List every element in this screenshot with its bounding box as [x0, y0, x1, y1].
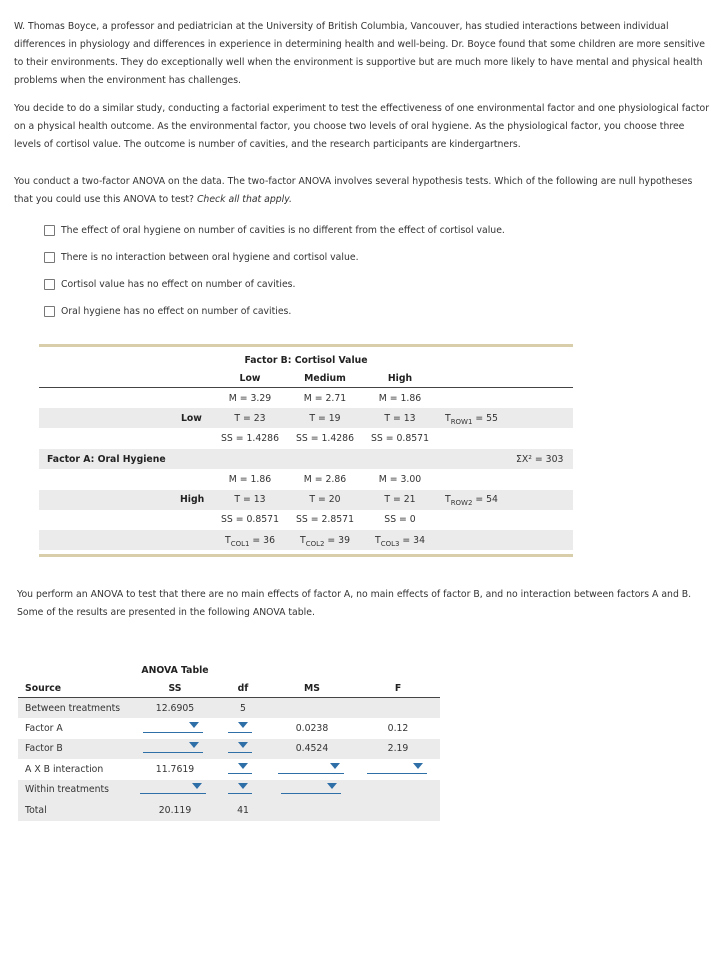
cell-ss: SS = 0.8571	[370, 433, 430, 444]
cell-m: M = 3.29	[228, 393, 272, 404]
anova-intro: You perform an ANOVA to test that there are no main effects of factor A, no main effects of factor B, and no interaction between factors A and B. Some of the results are presented in the following ANOVA table.	[17, 589, 692, 618]
row1-total	[445, 413, 498, 426]
cell-t: T = 19	[309, 413, 341, 424]
dropdown-arrow-icon	[413, 763, 423, 769]
row2-total-label: T	[445, 494, 451, 505]
col2-total-label: T	[300, 535, 306, 546]
checkbox[interactable]	[44, 306, 55, 317]
interaction-ms-dropdown[interactable]	[278, 763, 344, 774]
factor-b-df-dropdown[interactable]	[228, 742, 252, 753]
cell-t: T = 13	[234, 494, 266, 505]
row-ss: 12.6905	[155, 703, 195, 714]
cell-m: M = 1.86	[378, 393, 422, 404]
row-ss: 20.119	[158, 805, 192, 816]
table-bottom-rule	[39, 554, 573, 557]
row1-total-value: = 55	[472, 413, 498, 424]
row-ss: 11.7619	[155, 764, 195, 775]
dropdown-arrow-icon	[238, 763, 248, 769]
option-no-hygiene-effect[interactable]	[44, 306, 291, 317]
row-source: Factor A	[25, 723, 63, 734]
question-instruction: Check all that apply.	[196, 194, 292, 205]
dropdown-arrow-icon	[327, 783, 337, 789]
row1-total-sub: ROW1	[450, 417, 473, 426]
header-source: Source	[25, 683, 62, 694]
checkbox[interactable]	[44, 225, 55, 236]
row-df: 41	[237, 805, 249, 816]
row-f: 0.12	[387, 723, 409, 734]
cell-t: T = 13	[384, 413, 416, 424]
col1-total-label: T	[225, 535, 231, 546]
factor-a-df-dropdown[interactable]	[228, 722, 252, 733]
cell-ss: SS = 0	[384, 514, 416, 525]
option-no-interaction[interactable]	[44, 252, 359, 263]
checkbox[interactable]	[44, 279, 55, 290]
row-label-low: Low	[181, 413, 202, 424]
header-df: df	[237, 683, 249, 694]
interaction-f-dropdown[interactable]	[367, 763, 427, 774]
row-source: Between treatments	[25, 703, 121, 714]
intro-paragraph-1: W. Thomas Boyce, a professor and pediatrician at the University of British Columbia, Vancouver, has studied interactions between individual differences in physiology and differences in experience in determining health and well-being. Dr. Boyce found that some children are more sensitive to their environments. They do exceptionally well when the environment is supportive but are much more likely to have mental and physical health problems when the environment has challenges.	[14, 21, 705, 86]
cell-m: M = 1.86	[228, 474, 272, 485]
question-text: You conduct a two-factor ANOVA on the data. The two-factor ANOVA involves several hypothesis tests. Which of the following are null hypotheses that you could use this ANOVA to test?	[14, 176, 693, 205]
cell-ss: SS = 0.8571	[220, 514, 280, 525]
cell-m: M = 2.71	[303, 393, 347, 404]
row-source: Factor B	[25, 743, 63, 754]
dropdown-arrow-icon	[189, 722, 199, 728]
col1-total-value: = 36	[249, 535, 275, 546]
option-label: Oral hygiene has no effect on number of cavities.	[61, 306, 292, 317]
row-source: A X B interaction	[25, 764, 104, 775]
col-header-low: Low	[239, 373, 261, 384]
option-label: The effect of oral hygiene on number of cavities is no different from the effect of cortisol value.	[61, 225, 505, 236]
row-source: Total	[25, 805, 47, 816]
cell-ss: SS = 2.8571	[295, 514, 355, 525]
cell-m: M = 3.00	[378, 474, 422, 485]
row-ms: 0.0238	[295, 723, 329, 734]
dropdown-arrow-icon	[238, 722, 248, 728]
row-source: Within treatments	[25, 784, 110, 795]
row-df: 5	[240, 703, 246, 714]
col3-total-value: = 34	[399, 535, 425, 546]
within-df-dropdown[interactable]	[228, 783, 252, 794]
row2-total-value: = 54	[472, 494, 498, 505]
header-rule	[39, 387, 573, 388]
checkbox[interactable]	[44, 252, 55, 263]
option-no-cortisol-effect[interactable]	[44, 279, 295, 290]
col2-total-sub: COL2	[305, 539, 325, 548]
cell-t: T = 20	[309, 494, 341, 505]
dropdown-arrow-icon	[189, 742, 199, 748]
dropdown-arrow-icon	[192, 783, 202, 789]
col-header-high: High	[387, 373, 413, 384]
anova-table-caption: ANOVA Table	[141, 665, 209, 676]
interaction-df-dropdown[interactable]	[228, 763, 252, 774]
dropdown-arrow-icon	[238, 742, 248, 748]
within-ss-dropdown[interactable]	[140, 783, 206, 794]
band	[18, 800, 440, 821]
sum-x-squared: ΣX² = 303	[516, 454, 564, 465]
row2-total	[445, 494, 498, 507]
col3-total-sub: COL3	[380, 539, 400, 548]
col1-total-sub: COL1	[230, 539, 250, 548]
col1-total	[225, 535, 275, 548]
option-label: There is no interaction between oral hygiene and cortisol value.	[61, 252, 359, 263]
cell-t: T = 23	[234, 413, 266, 424]
option-label: Cortisol value has no effect on number of cavities.	[61, 279, 296, 290]
col2-total-value: = 39	[324, 535, 350, 546]
factor-b-ss-dropdown[interactable]	[143, 742, 203, 753]
header-f: F	[394, 683, 402, 694]
dropdown-arrow-icon	[330, 763, 340, 769]
factor-a-ss-dropdown[interactable]	[143, 722, 203, 733]
header-ms: MS	[304, 683, 320, 694]
question-paragraph	[14, 173, 714, 209]
cell-ss: SS = 1.4286	[295, 433, 355, 444]
col2-total	[300, 535, 350, 548]
option-equal-effects[interactable]	[44, 225, 505, 236]
within-ms-dropdown[interactable]	[281, 783, 341, 794]
factor-b-title: Factor B: Cortisol Value	[244, 355, 368, 366]
header-ss: SS	[168, 683, 182, 694]
factor-a-title: Factor A: Oral Hygiene	[47, 454, 166, 465]
intro-paragraph-2: You decide to do a similar study, conducting a factorial experiment to test the effectiveness of one environmental factor and one physiological factor on a physical health outcome. As the environmental factor, you choose two levels of oral hygiene. As the physiological factor, you choose three levels of cortisol value. The outcome is number of cavities, and the research participants are kindergartners.	[14, 103, 710, 150]
dropdown-arrow-icon	[238, 783, 248, 789]
col-header-medium: Medium	[304, 373, 346, 384]
row-ms: 0.4524	[295, 743, 329, 754]
col3-total-label: T	[375, 535, 381, 546]
cell-t: T = 21	[384, 494, 416, 505]
row2-total-sub: ROW2	[450, 498, 473, 507]
row-label-high: High	[180, 494, 205, 505]
table-top-rule	[39, 344, 573, 347]
col3-total	[375, 535, 425, 548]
cell-m: M = 2.86	[303, 474, 347, 485]
row1-total-label: T	[445, 413, 451, 424]
cell-ss: SS = 1.4286	[220, 433, 280, 444]
row-f: 2.19	[387, 743, 409, 754]
